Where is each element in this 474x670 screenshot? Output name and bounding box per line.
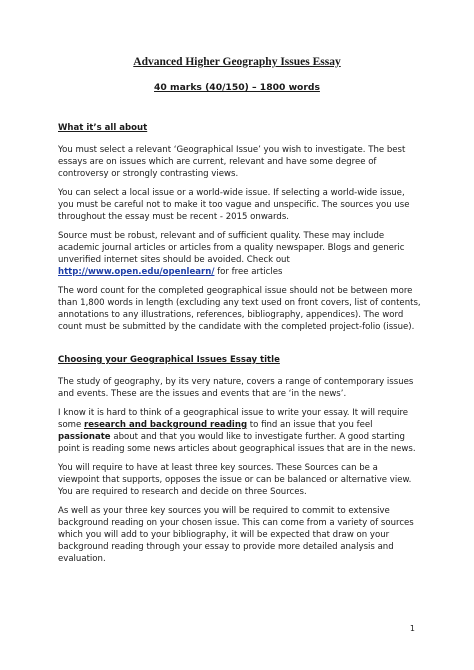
openlearn-link[interactable]: http://www.open.edu/openlearn/ [58,267,215,277]
paragraph: You will require to have at least three key sources. These Sources can be a viewpoint that supports, opposes the issue or can be balanced or alternative view. You are required to research and decide on three Sources. [58,463,412,497]
document-title: Advanced Higher Geography Issues Essay [133,56,341,68]
paragraph-text: about and that you would like to investigate further. A good starting point is reading some news articles about geographical issues that are in the news. [58,432,416,454]
paragraph-text: to find an issue that you feel [247,420,373,430]
page-number: 1 [409,624,415,633]
section-heading-what-its-about: What it’s all about [58,123,148,133]
paragraph-text: I know it is hard to think of a geographical issue to write your essay. It will require some [58,408,409,430]
document-body [58,122,422,572]
paragraph-sources [58,230,422,278]
emphasis-passionate: passionate [58,432,111,442]
paragraph: You can select a local issue or a world-wide issue. If selecting a world-wide issue, you must be careful not to make it too vague and unspecific. The sources you use throughout the essay must be recent - 2015 onwards. [58,188,410,222]
paragraph-research [58,407,422,455]
paragraph-text: Source must be robust, relevant and of sufficient quality. These may include academic journal articles or articles from a quality newspaper. Blogs and generic unverified internet sites should be avoided. Check out [58,231,405,265]
paragraph: The study of geography, by its very nature, covers a range of contemporary issues and events. These are the issues and events that are ‘in the news’. [58,377,414,399]
paragraph-word-count: The word count for the completed geographical issue should not be between more than 1,800 words in length (excluding any text used on front covers, list of contents, annotations to any illustrations, references, bibliography, appendices). The word count must be submitted by the candidate with the completed project-folio (issue). [58,286,421,332]
section-heading-choosing-title: Choosing your Geographical Issues Essay title [58,355,280,365]
emphasis-research: research and background reading [83,420,248,430]
paragraph: As well as your three key sources you will be required to commit to extensive background reading on your chosen issue. This can come from a variety of sources which you will add to your bibliography, it will be expected that draw on your background reading through your essay to provide more detailed analysis and evaluation. [58,506,414,564]
paragraph: You must select a relevant ‘Geographical Issue’ you wish to investigate. The best essays are on issues which are current, relevant and have some degree of controversy or strongly contrasting views. [58,145,406,179]
document-subtitle: 40 marks (40/150) – 1800 words [154,82,320,93]
paragraph-text: for free articles [214,267,283,277]
